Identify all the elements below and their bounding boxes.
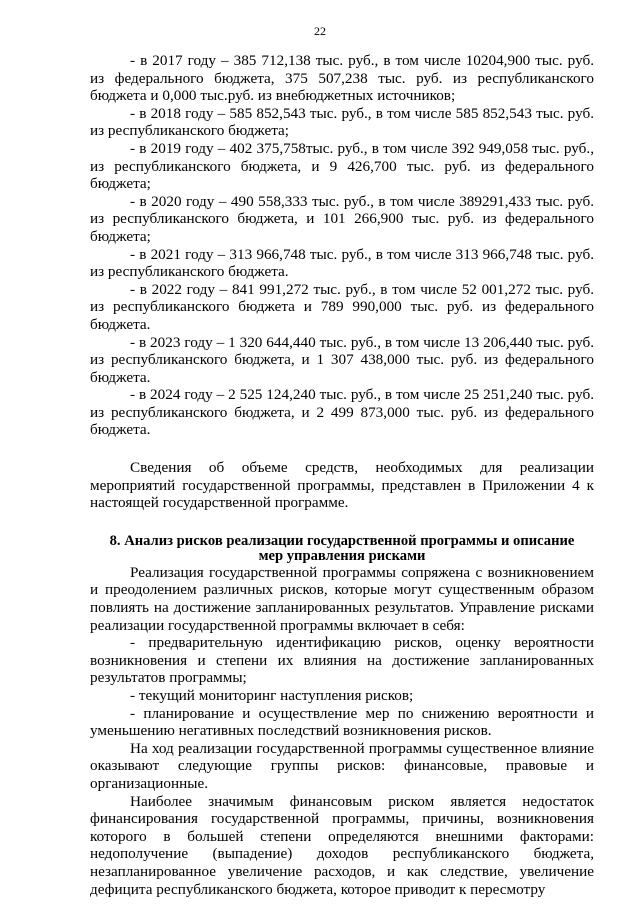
section-heading — [90, 534, 594, 564]
funding-item-2022: - в 2022 году – 841 991,272 тыс. руб., в том числе 52 001,272 тыс. руб. из республиканского бюджета и 789 990,000 тыс. руб. из федерального бюджета. — [90, 280, 594, 333]
spacer — [90, 439, 594, 459]
document-body — [90, 52, 594, 898]
risk-list-item: - предварительную идентификацию рисков, оценку вероятности возникновения и степени их влияния на достижение запланированных результатов программы; — [90, 634, 594, 687]
funding-item-2021: - в 2021 году – 313 966,748 тыс. руб., в том числе 313 966,748 тыс. руб. из республиканского бюджета. — [90, 245, 594, 281]
appendix-note: Сведения об объеме средств, необходимых для реализации мероприятий государственной программы, представлен в Приложении 4 к настоящей государственной программе. — [90, 459, 594, 512]
funding-item-2019: - в 2019 году – 402 375,758тыс. руб., в том числе 392 949,058 тыс. руб., из республиканского бюджета, и 9 426,700 тыс. руб. из федерального бюджета; — [90, 139, 594, 193]
spacer — [90, 512, 594, 534]
funding-item-2024: - в 2024 году – 2 525 124,240 тыс. руб., в том числе 25 251,240 тыс. руб. из республиканского бюджета, и 2 499 873,000 тыс. руб. из федерального бюджета. — [90, 386, 594, 439]
risk-intro-paragraph: Реализация государственной программы сопряжена с возникновением и преодолением различных рисков, которые могут существенным образом повлиять на достижение запланированных результатов. Управление рисками реализации государственной программы включает в себя: — [90, 563, 594, 634]
risk-list-item: - текущий мониторинг наступления рисков; — [130, 687, 414, 704]
section-heading-line2: мер управления рисками — [258, 547, 426, 564]
page-number: 22 — [314, 24, 326, 38]
funding-item-2018: - в 2018 году – 585 852,543 тыс. руб., в том числе 585 852,543 тыс. руб. из республиканского бюджета; — [90, 104, 594, 140]
risk-groups-paragraph: На ход реализации государственной программы существенное влияние оказывают следующие группы рисков: финансовые, правовые и организационные. — [90, 739, 594, 792]
financial-risk-paragraph: Наиболее значимым финансовым риском является недостаток финансирования государственной программы, причины, возникновения которого в большей степени определяются внешними факторами: недополучение (выпадение) доходов республиканского бюджета, незапланированное увеличение расходов, и как следствие, увеличение дефицита республиканского бюджета, которое приводит к пересмотру — [90, 792, 594, 898]
risk-list-item: - планирование и осуществление мер по снижению вероятности и уменьшению негативных последствий возникновения рисков. — [90, 704, 594, 740]
section-heading-line1: 8. Анализ рисков реализации государственной программы и описание — [109, 532, 575, 549]
funding-item-2023: - в 2023 году – 1 320 644,440 тыс. руб., в том числе 13 206,440 тыс. руб. из республиканского бюджета, и 1 307 438,000 тыс. руб. из федерального бюджета. — [90, 333, 594, 386]
funding-item-2020: - в 2020 году – 490 558,333 тыс. руб., в том числе 389291,433 тыс. руб. из республиканского бюджета, и 101 266,900 тыс. руб. из федерального бюджета; — [90, 192, 594, 245]
funding-item-2017: - в 2017 году – 385 712,138 тыс. руб., в том числе 10204,900 тыс. руб. из федерального бюджета, 375 507,238 тыс. руб. из республиканского бюджета и 0,000 тыс.руб. из внебюджетных источников; — [90, 52, 594, 105]
